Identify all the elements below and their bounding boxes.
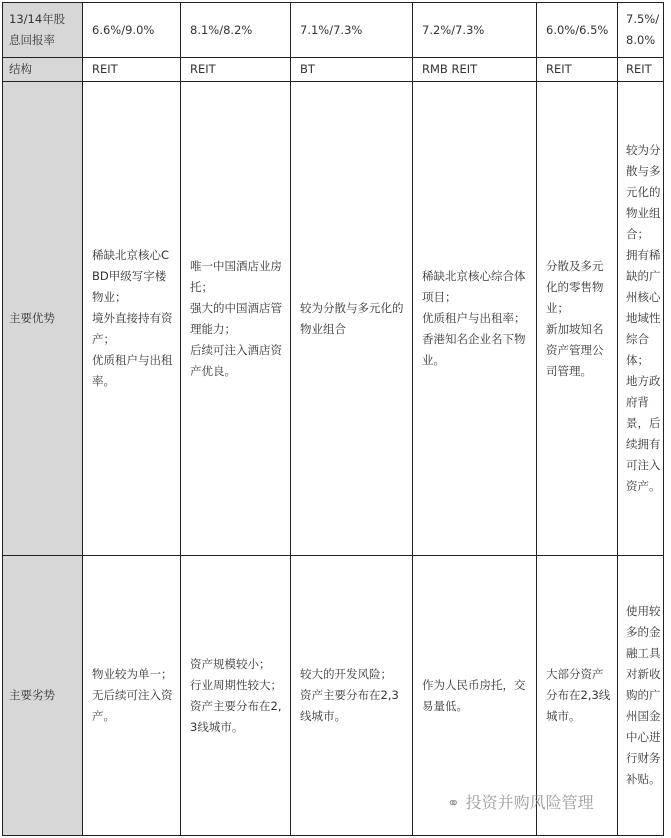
- cell-line: 新加坡知名资产管理公司管理。: [546, 321, 604, 378]
- cell-line: 唯一中国酒店业房托；: [190, 258, 282, 294]
- advantages-row: [3, 82, 664, 556]
- advantages-cell: [618, 82, 664, 556]
- cell-line: 作为人民币房托，交易量低。: [422, 677, 526, 713]
- disadvantages-cell: [181, 556, 291, 836]
- structure-cell: RMB REIT: [413, 58, 537, 82]
- yield-row-label: 13/14年股息回报率: [3, 3, 83, 58]
- yield-cell: 6.6%/9.0%: [83, 3, 181, 58]
- cell-line: 大部分资产分布在2,3线城市。: [546, 667, 611, 723]
- wechat-icon: ⚭: [447, 794, 460, 812]
- structure-cell: REIT: [83, 58, 181, 82]
- cell-line: 稀缺北京核心CBD甲级写字楼物业；: [92, 248, 170, 304]
- yield-cell: 7.1%/7.3%: [291, 3, 413, 58]
- structure-cell: REIT: [618, 58, 664, 82]
- cell-line: 分散及多元化的零售物业；: [546, 258, 604, 315]
- advantages-cell: [181, 82, 291, 556]
- cell-line: 资产主要分布在2,3线城市。: [190, 698, 282, 734]
- yield-cell: 8.1%/8.2%: [181, 3, 291, 58]
- yield-cell: 7.2%/7.3%: [413, 3, 537, 58]
- cell-line: 行业周期性较大；: [190, 677, 282, 692]
- cell-line: 使用较多的金融工具对新收购的广州国金中心进行财务补贴。: [626, 604, 661, 786]
- disadvantages-cell: [291, 556, 413, 836]
- disadvantages-cell: [618, 556, 664, 836]
- structure-cell: REIT: [537, 58, 618, 82]
- cell-line: 香港知名企业名下物业。: [422, 332, 526, 367]
- advantages-row-label: 主要优势: [3, 82, 83, 556]
- cell-line: 资产规模较小；: [190, 656, 271, 671]
- advantages-cell: [291, 82, 413, 556]
- structure-row: [3, 58, 664, 82]
- structure-cell: BT: [291, 58, 413, 82]
- cell-line: 境外直接持有资产；: [92, 311, 173, 346]
- disadvantages-row-label: 主要劣势: [3, 556, 83, 836]
- advantages-cell: [537, 82, 618, 556]
- disadvantages-cell: [83, 556, 181, 836]
- cell-line: 稀缺北京核心综合体项目；: [422, 269, 526, 304]
- yield-cell: 6.0%/6.5%: [537, 3, 618, 58]
- watermark-text: 投资并购风险管理: [465, 793, 594, 812]
- cell-line: 较大的开发风险；: [300, 667, 392, 681]
- advantages-cell: [413, 82, 537, 556]
- cell-line: 优质租户与出租率；: [422, 311, 526, 325]
- reit-comparison-table: [2, 2, 664, 836]
- yield-row: [3, 3, 664, 58]
- cell-line: 资产主要分布在2,3线城市。: [300, 688, 399, 723]
- cell-line: 后续可注入酒店资产优良。: [190, 342, 282, 378]
- structure-row-label: 结构: [3, 58, 83, 82]
- cell-line: 优质租户与出租率。: [92, 353, 173, 388]
- cell-line: 地方政府背景，后续拥有可注入资产。: [626, 374, 661, 493]
- advantages-cell: [83, 82, 181, 556]
- cell-line: 较为分散与多元化的物业组合；: [626, 143, 661, 241]
- yield-cell: 7.5%/8.0%: [618, 3, 664, 58]
- cell-line: 拥有稀缺的广州核心地域性综合体；: [626, 248, 661, 367]
- cell-line: 较为分散与多元化的物业组合: [300, 300, 404, 336]
- structure-cell: REIT: [181, 58, 291, 82]
- watermark: [447, 790, 594, 813]
- cell-line: 无后续可注入资产。: [92, 688, 173, 723]
- cell-line: 物业较为单一；: [92, 667, 173, 681]
- cell-line: 强大的中国酒店管理能力；: [190, 300, 282, 336]
